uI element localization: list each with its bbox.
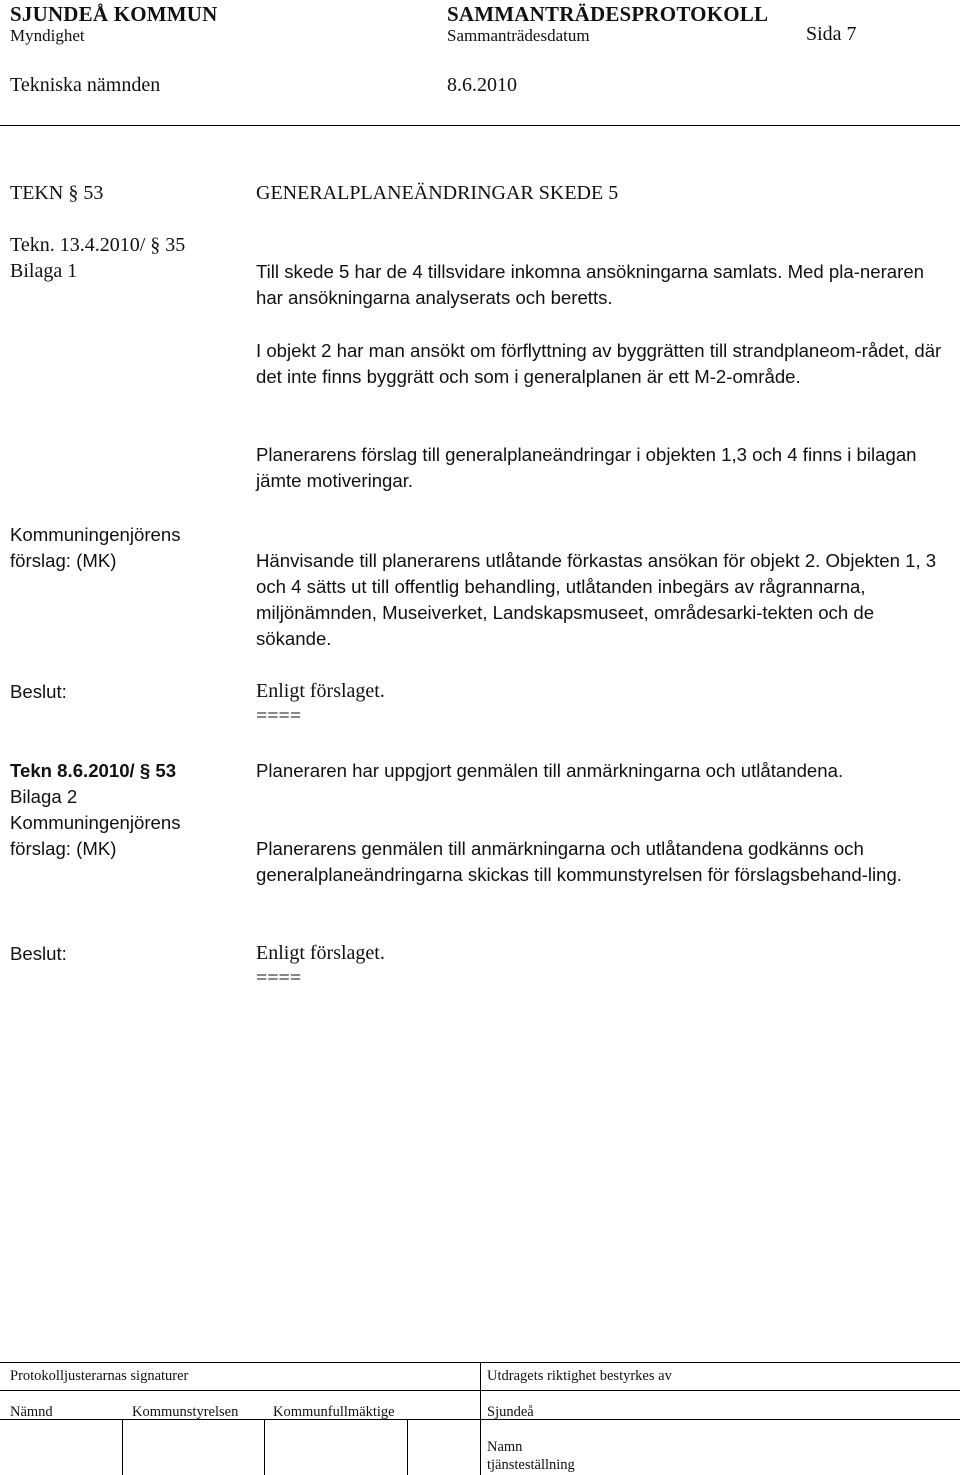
paragraph-number: TEKN § 53 <box>10 182 104 204</box>
meeting-reference: Tekn 8.6.2010/ § 53 <box>10 760 177 781</box>
decision-label: Beslut: <box>10 681 67 702</box>
name-label: Namn <box>487 1439 523 1455</box>
page-number: Sida 7 <box>806 23 857 45</box>
certified-label: Utdragets riktighet bestyrkes av <box>487 1368 672 1384</box>
proposal-label-line-1: Kommuningenjörens <box>10 812 181 833</box>
place-label: Sjundeå <box>487 1404 534 1420</box>
proposal-label-line-2: förslag: (MK) <box>10 550 117 571</box>
proposal-label-line-2: förslag: (MK) <box>10 838 117 859</box>
signatures-label: Protokolljusterarnas signaturer <box>10 1368 189 1384</box>
decision-label: Beslut: <box>10 943 67 964</box>
board-label: Nämnd <box>10 1404 53 1420</box>
end-mark: ==== <box>256 967 302 989</box>
document-type: SAMMANTRÄDESPROTOKOLL <box>447 2 769 26</box>
paragraph-3: Planerarens förslag till generalplaneändringar i objekten 1,3 och 4 finns i bilagan jämte motiveringar. <box>256 444 917 491</box>
section-title: GENERALPLANEÄNDRINGAR SKEDE 5 <box>256 182 619 204</box>
proposal-text: Hänvisande till planerarens utlåtande förkastas ansökan för objekt 2. Objekten 1, 3 och 4 sätts ut till offentlig behandling, utlåtanden inbegärs av rågrannarna, miljönämnden, Museiverket, Landskapsmuseet, områdesarki-tekten och de sökande. <box>256 550 937 649</box>
authority-label: Myndighet <box>10 26 85 45</box>
attachment-label: Bilaga 2 <box>10 786 78 807</box>
attachment-label: Bilaga 1 <box>10 260 78 282</box>
proposal-label-line-1: Kommuningenjörens <box>10 524 181 545</box>
decision-text: Enligt förslaget. <box>256 942 385 964</box>
authority-name: Tekniska nämnden <box>10 74 161 96</box>
end-mark: ==== <box>256 705 302 727</box>
executive-board-label: Kommunstyrelsen <box>132 1404 239 1420</box>
previous-reference: Tekn. 13.4.2010/ § 35 <box>10 234 186 256</box>
decision-text: Enligt förslaget. <box>256 680 385 702</box>
meeting-date: 8.6.2010 <box>447 74 517 96</box>
council-label: Kommunfullmäktige <box>273 1404 395 1420</box>
header-divider <box>0 125 960 126</box>
paragraph-2: I objekt 2 har man ansökt om förflyttning av byggrätten till strandplaneom-rådet, där det inte finns byggrätt och som i generalplanen är ett M-2-område. <box>256 340 942 387</box>
municipality-name: SJUNDEÅ KOMMUN <box>10 2 218 26</box>
meeting-date-label: Sammanträdesdatum <box>447 26 590 45</box>
paragraph-1: Till skede 5 har de 4 tillsvidare inkomna ansökningarna samlats. Med pla-neraren har ansökningarna analyserats och beretts. <box>256 261 924 308</box>
paragraph-1: Planeraren har uppgjort genmälen till anmärkningarna och utlåtandena. <box>256 760 844 781</box>
paragraph-2: Planerarens genmälen till anmärkningarna och utlåtandena godkänns och generalplaneändringarna skickas till kommunstyrelsen för förslagsbehand-ling. <box>256 838 902 885</box>
position-label: tjänsteställning <box>487 1457 575 1473</box>
